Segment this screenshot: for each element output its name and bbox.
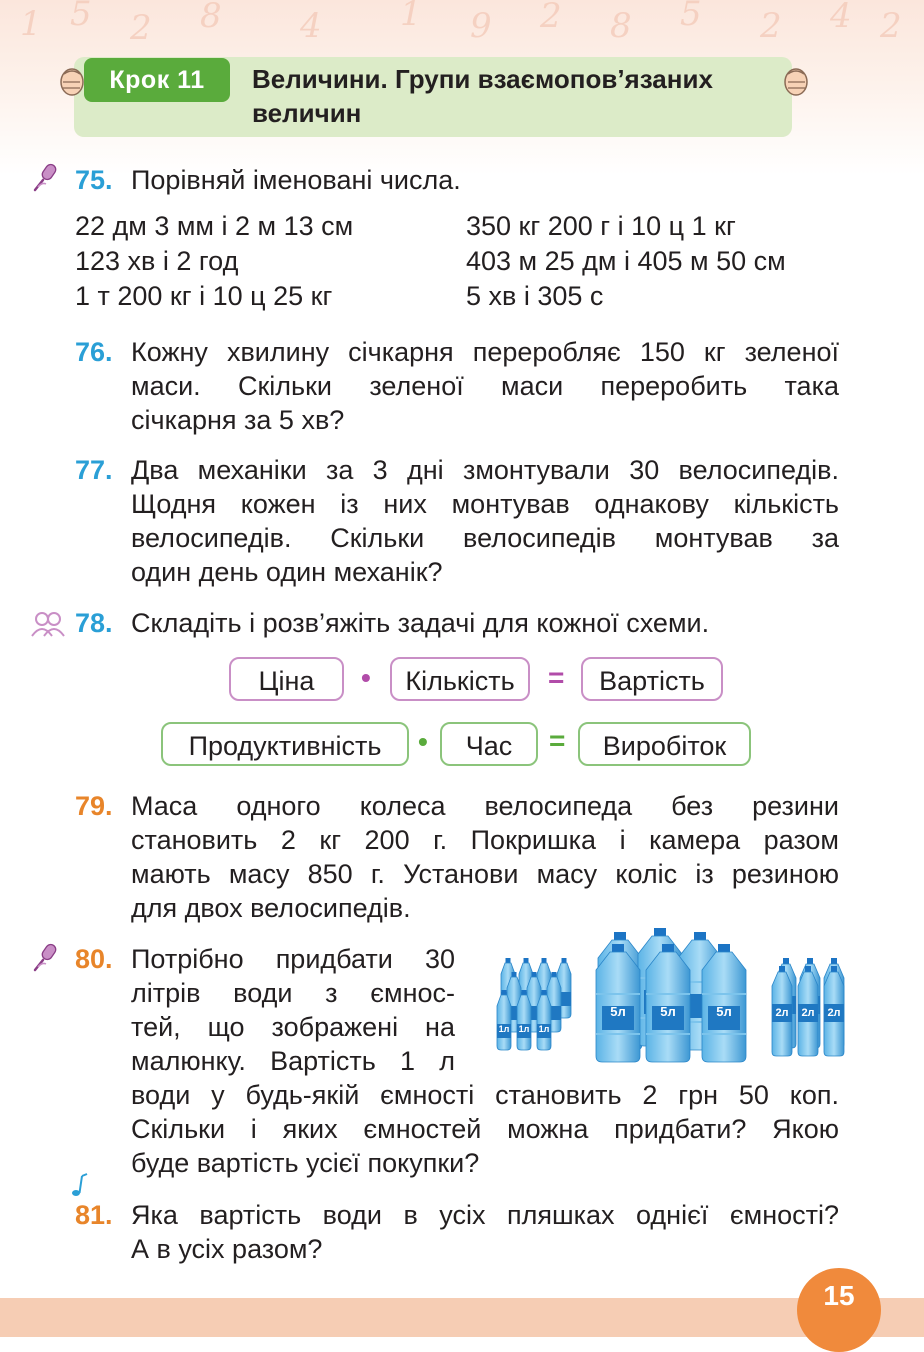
task-text-line: Два механіки за 3 дні змонтували 30 велосипедів. [131, 455, 839, 485]
task-number: 75. [75, 165, 113, 195]
page-number: 15 [823, 1280, 855, 1311]
pair-work-icon [30, 610, 66, 638]
task-number: 79. [75, 791, 113, 821]
scheme-box-time: Час [440, 722, 538, 766]
task-number: 77. [75, 455, 113, 485]
scheme-box-productivity: Продуктивність [161, 722, 409, 766]
bottle-label-1l: 1л [518, 1024, 530, 1034]
task-number: 81. [75, 1200, 113, 1230]
task-text-line: води у будь-якій ємності становить 2 грн 50 коп. [131, 1080, 839, 1110]
task-text-line: становить 2 кг 200 г. Покришка і камера разом [131, 825, 839, 855]
comparison-item: 5 хв і 305 с [466, 281, 604, 311]
task-text-line: для двох велосипедів. [131, 893, 411, 923]
top-decoration: 1 5 2 8 4 1 9 2 8 5 2 4 2 [0, 0, 924, 175]
comparison-item: 22 дм 3 мм і 2 м 13 см [75, 211, 354, 241]
bottle-label-5l: 5л [716, 1004, 732, 1019]
comparison-item: 350 кг 200 г і 10 ц 1 кг [466, 211, 736, 241]
bottle-label-1l: 1л [538, 1024, 550, 1034]
scheme-box-output: Виробіток [578, 722, 751, 766]
equals-operator: = [548, 662, 565, 693]
task-text-line: велосипедів. Скільки велосипедів монтував за [131, 523, 839, 553]
comparison-item: 1 т 200 кг і 10 ц 25 кг [75, 281, 333, 311]
bottle-label-2l: 2л [827, 1007, 841, 1019]
task-text-line: буде вартість усієї покупки? [131, 1148, 480, 1178]
task-text-line: січкарня за 5 хв? [131, 405, 345, 435]
multiply-operator: • [418, 726, 428, 757]
scheme-box-quantity: Кількість [390, 657, 530, 701]
task-text-line: Щодня кожен із них монтував однакову кількість [131, 489, 839, 519]
equals-operator: = [549, 725, 566, 756]
task-text-line: один день один механік? [131, 557, 443, 587]
music-note-icon [70, 1172, 90, 1198]
microphone-icon [30, 160, 64, 194]
task-text-line: Скільки і яких ємностей можна придбати? Якою [131, 1114, 839, 1144]
bottle-label-5l: 5л [660, 1004, 676, 1019]
task-text-line: мають масу 850 г. Установи масу коліс із резиною [131, 859, 839, 889]
task-text: Порівняй іменовані числа. [131, 165, 461, 195]
step-badge: Крок 11 [84, 58, 230, 102]
scheme-box-price: Ціна [229, 657, 344, 701]
task-text-line: Яка вартість води в усіх пляшках однієї ємності? [131, 1200, 839, 1230]
task-text-line: літрів води з ємнос- [131, 978, 455, 1008]
task-number: 78. [75, 608, 113, 638]
comparison-item: 403 м 25 дм і 405 м 50 см [466, 246, 786, 276]
task-text: Складіть і розв’яжіть задачі для кожної схеми. [131, 608, 710, 638]
task-number: 80. [75, 944, 113, 974]
task-number: 76. [75, 337, 113, 367]
task-text-line: малюнку. Вартість 1 л [131, 1046, 455, 1076]
task-text-line: А в усіх разом? [131, 1234, 323, 1264]
task-text-line: Маса одного колеса велосипеда без резини [131, 791, 839, 821]
task-text-line: маси. Скільки зеленої маси переробить така [131, 371, 839, 401]
comparison-item: 123 хв і 2 год [75, 246, 239, 276]
pointing-hand-icon [58, 62, 84, 98]
task-text-line: Потрібно придбати 30 [131, 944, 455, 974]
section-title: Величини. Групи взаємопов’язаних величин [252, 64, 713, 128]
scheme-box-cost: Вартість [581, 657, 723, 701]
task-text-line: тей, що зображені на [131, 1012, 455, 1042]
multiply-operator: • [361, 662, 371, 693]
bottle-label-2l: 2л [801, 1007, 815, 1019]
bottle-label-5l: 5л [610, 1004, 626, 1019]
pointing-hand-icon [784, 62, 810, 98]
water-bottles-illustration [490, 928, 860, 1064]
bottle-label-2l: 2л [775, 1007, 789, 1019]
bottle-label-1l: 1л [498, 1024, 510, 1034]
microphone-icon [30, 940, 64, 974]
task-text-line: Кожну хвилину січкарня переробляє 150 кг зеленої [131, 337, 839, 367]
footer-band [0, 1298, 924, 1337]
